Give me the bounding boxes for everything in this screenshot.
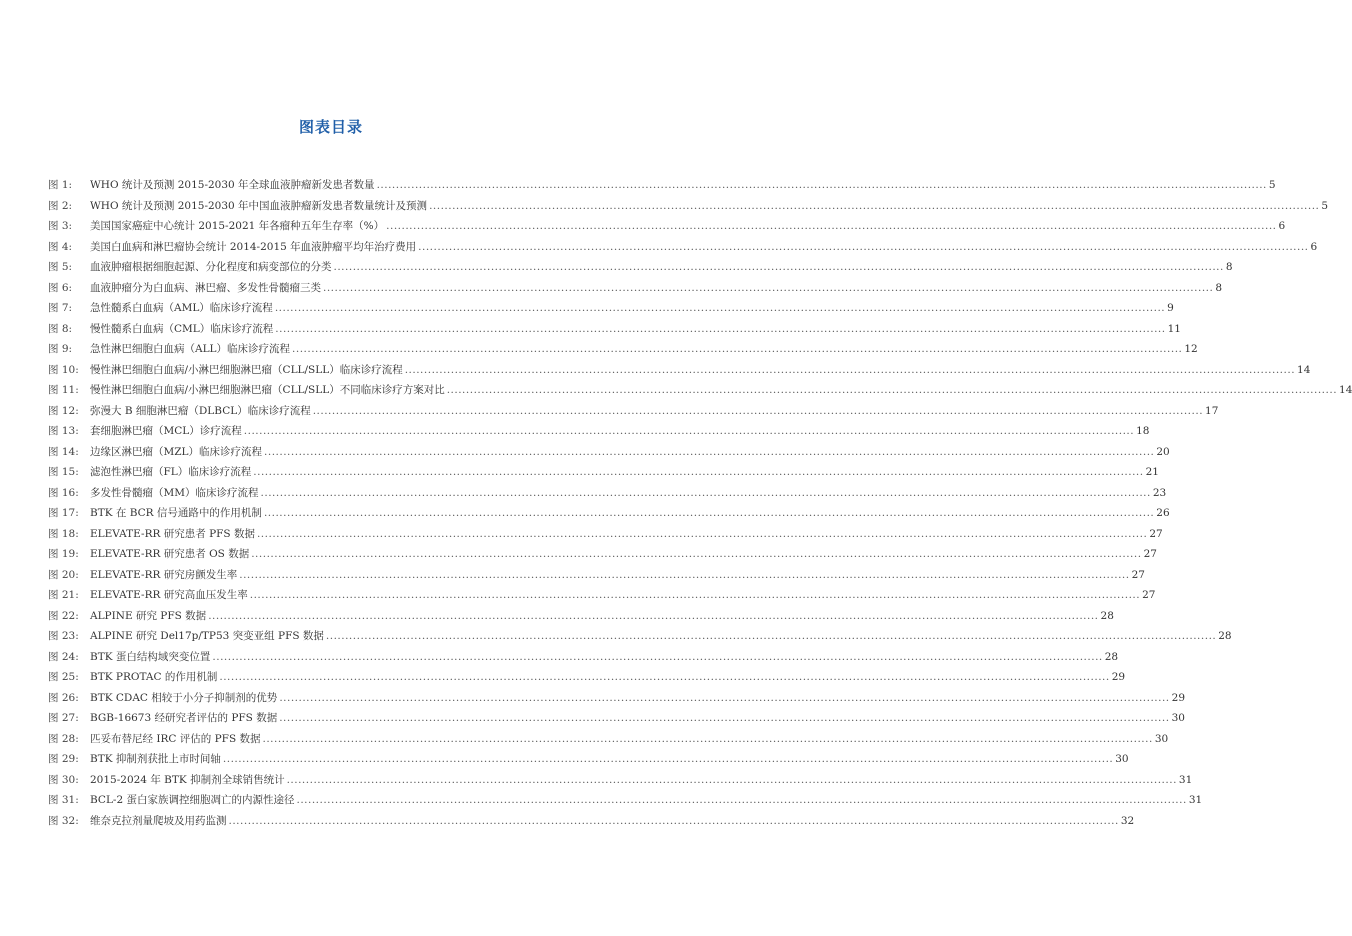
toc-entry[interactable]: [48, 483, 1167, 504]
figure-number: 图 17:: [48, 507, 79, 519]
figure-number: 图 11:: [48, 384, 79, 396]
figure-title: ELEVATE-RR 研究高血压发生率: [90, 589, 248, 601]
toc-entry[interactable]: [48, 524, 1163, 545]
page-number: 29: [1171, 691, 1186, 704]
page-number: 31: [1178, 773, 1193, 786]
figure-number: 图 24:: [48, 650, 79, 663]
dot-leader: [313, 401, 1203, 422]
page-number: 14: [1339, 384, 1352, 396]
page-number: 5: [1268, 179, 1276, 191]
figure-number: 图 27:: [48, 712, 79, 724]
toc-entry[interactable]: [48, 360, 1311, 381]
toc-entry[interactable]: [48, 585, 1156, 606]
figure-number: 图 9:: [48, 343, 73, 355]
page-number: 30: [1154, 732, 1169, 745]
page-number: 30: [1171, 712, 1185, 724]
figure-number: 图 28:: [48, 732, 79, 745]
page-number: 8: [1215, 281, 1223, 294]
figure-number: 图 12:: [48, 404, 79, 417]
figure-number: 图 22:: [48, 609, 79, 622]
page-number: 29: [1111, 671, 1126, 683]
figure-title: 2015-2024 年 BTK 抑制剂全球销售统计: [90, 773, 285, 786]
figure-title: 美国白血病和淋巴瘤协会统计 2014-2015 年血液肿瘤平均年治疗费用: [90, 240, 417, 253]
figure-title: ALPINE 研究 Del17p/TP53 突变亚组 PFS 数据: [90, 630, 324, 642]
toc-entry[interactable]: [48, 626, 1232, 647]
figure-number: 图 18:: [48, 527, 79, 540]
toc-entry[interactable]: [48, 708, 1185, 729]
figure-title: ELEVATE-RR 研究患者 PFS 数据: [90, 527, 255, 540]
figure-title: 急性淋巴细胞白血病（ALL）临床诊疗流程: [90, 343, 291, 355]
figure-number: 图 13:: [48, 425, 79, 437]
dot-leader: [334, 257, 1224, 278]
toc-entry[interactable]: [48, 544, 1157, 565]
figure-number: 图 2:: [48, 199, 73, 212]
figure-number: 图 15:: [48, 466, 79, 478]
figure-title: 慢性淋巴细胞白血病/小淋巴细胞淋巴瘤（CLL/SLL）临床诊疗流程: [90, 363, 403, 376]
page-number: 27: [1131, 568, 1145, 581]
figure-title: 弥漫大 B 细胞淋巴瘤（DLBCL）临床诊疗流程: [90, 404, 311, 417]
toc-entry[interactable]: [48, 790, 1203, 811]
page-number: 30: [1115, 753, 1129, 765]
dot-leader: [264, 442, 1154, 463]
figure-number: 图 29:: [48, 753, 79, 765]
toc-entry[interactable]: [48, 442, 1170, 463]
toc-entry[interactable]: [48, 380, 1352, 401]
page-number: 8: [1225, 261, 1233, 273]
figure-title: 血液肿瘤分为白血病、淋巴瘤、多发性骨髓瘤三类: [90, 281, 321, 294]
figure-number: 图 8:: [48, 322, 73, 335]
dot-leader: [212, 647, 1102, 668]
page-number: 31: [1188, 794, 1203, 806]
dot-leader: [296, 790, 1186, 811]
page-number: 11: [1167, 322, 1181, 335]
dot-leader: [219, 667, 1109, 688]
figure-number: 图 31:: [48, 794, 79, 806]
toc-entry[interactable]: [48, 729, 1169, 750]
page-number: 27: [1149, 527, 1163, 540]
figure-title: ALPINE 研究 PFS 数据: [90, 609, 207, 622]
dot-leader: [292, 339, 1182, 360]
figure-title: 多发性骨髓瘤（MM）临床诊疗流程: [90, 486, 259, 499]
figure-number: 图 32:: [48, 814, 79, 827]
dot-leader: [275, 319, 1165, 340]
page-number: 28: [1104, 650, 1119, 663]
page-number: 23: [1152, 486, 1167, 499]
figure-title: BTK CDAC 相较于小分子抑制剂的优势: [90, 691, 278, 704]
figure-title: BTK 抑制剂获批上市时间轴: [90, 753, 221, 765]
dot-leader: [429, 196, 1319, 217]
figure-title: 慢性髓系白血病（CML）临床诊疗流程: [90, 322, 274, 335]
figure-title: 慢性淋巴细胞白血病/小淋巴细胞淋巴瘤（CLL/SLL）不同临床诊疗方案对比: [90, 384, 445, 396]
toc-entry[interactable]: [48, 237, 1318, 258]
page-number: 6: [1278, 220, 1286, 232]
toc-entry[interactable]: [48, 811, 1135, 832]
figure-title: 套细胞淋巴瘤（MCL）诊疗流程: [90, 425, 242, 437]
toc-entry[interactable]: [48, 401, 1219, 422]
dot-leader: [257, 524, 1147, 545]
page-title: 图表目录: [298, 118, 363, 136]
toc-entry[interactable]: [48, 565, 1145, 586]
figure-number: 图 5:: [48, 261, 73, 273]
dot-leader: [250, 585, 1140, 606]
figure-title: 美国国家癌症中心统计 2015-2021 年各瘤种五年生存率（%）: [90, 220, 385, 232]
figure-title: 血液肿瘤根据细胞起源、分化程度和病变部位的分类: [90, 261, 332, 273]
toc-entry[interactable]: [48, 770, 1193, 791]
page-number: 26: [1156, 507, 1170, 519]
page-number: 18: [1136, 425, 1150, 437]
figure-number: 图 20:: [48, 568, 79, 581]
figure-number: 图 30:: [48, 773, 79, 786]
figure-title: 滤泡性淋巴瘤（FL）临床诊疗流程: [90, 466, 252, 478]
figure-number: 图 14:: [48, 445, 79, 458]
dot-leader: [377, 175, 1267, 196]
figure-number: 图 23:: [48, 630, 79, 642]
table-of-figures: [48, 175, 1352, 831]
toc-entry[interactable]: [48, 196, 1329, 217]
figure-title: 匹妥布替尼经 IRC 评估的 PFS 数据: [90, 732, 261, 745]
toc-entry[interactable]: [48, 319, 1181, 340]
toc-entry[interactable]: [48, 298, 1174, 319]
dot-leader: [229, 811, 1119, 832]
dot-leader: [326, 626, 1216, 647]
figure-number: 图 6:: [48, 281, 73, 294]
figure-title: BCL-2 蛋白家族调控细胞凋亡的内源性途径: [90, 794, 295, 806]
page-number: 6: [1310, 240, 1318, 253]
dot-leader: [251, 544, 1141, 565]
toc-entry[interactable]: [48, 339, 1198, 360]
toc-entry[interactable]: [48, 749, 1129, 770]
figure-number: 图 3:: [48, 220, 73, 232]
dot-leader: [418, 237, 1308, 258]
figure-title: 急性髓系白血病（AML）临床诊疗流程: [90, 302, 273, 314]
dot-leader: [279, 708, 1169, 729]
dot-leader: [386, 216, 1276, 237]
toc-entry[interactable]: [48, 421, 1150, 442]
figure-number: 图 26:: [48, 691, 79, 704]
page-number: 12: [1184, 343, 1198, 355]
dot-leader: [447, 380, 1337, 401]
figure-title: ELEVATE-RR 研究患者 OS 数据: [90, 548, 250, 560]
dot-leader: [239, 565, 1129, 586]
dot-leader: [208, 606, 1098, 627]
dot-leader: [262, 729, 1152, 750]
figure-number: 图 10:: [48, 363, 79, 376]
figure-number: 图 7:: [48, 302, 73, 314]
dot-leader: [275, 298, 1165, 319]
dot-leader: [261, 483, 1151, 504]
page-number: 28: [1218, 630, 1232, 642]
figure-title: BGB-16673 经研究者评估的 PFS 数据: [90, 712, 278, 724]
toc-entry[interactable]: [48, 667, 1126, 688]
toc-entry[interactable]: [48, 606, 1114, 627]
figure-title: 维奈克拉剂量爬坡及用药监测: [90, 814, 227, 827]
figure-number: 图 19:: [48, 548, 79, 560]
toc-entry[interactable]: [48, 647, 1119, 668]
figure-title: ELEVATE-RR 研究房颤发生率: [90, 568, 238, 581]
figure-title: WHO 统计及预测 2015-2030 年全球血液肿瘤新发患者数量: [90, 179, 375, 191]
page-number: 5: [1321, 199, 1329, 212]
toc-entry[interactable]: [48, 257, 1233, 278]
dot-leader: [253, 462, 1143, 483]
dot-leader: [323, 278, 1213, 299]
toc-entry[interactable]: [48, 503, 1170, 524]
figure-title: BTK PROTAC 的作用机制: [90, 671, 218, 683]
figure-number: 图 16:: [48, 486, 79, 499]
page-number: 14: [1297, 363, 1311, 376]
toc-entry[interactable]: [48, 278, 1223, 299]
figure-title: WHO 统计及预测 2015-2030 年中国血液肿瘤新发患者数量统计及预测: [90, 199, 428, 212]
figure-title: BTK 在 BCR 信号通路中的作用机制: [90, 507, 262, 519]
page-number: 9: [1167, 302, 1174, 314]
page-number: 27: [1142, 589, 1156, 601]
figure-number: 图 21:: [48, 589, 79, 601]
dot-leader: [223, 749, 1113, 770]
figure-number: 图 25:: [48, 671, 79, 683]
dot-leader: [287, 770, 1177, 791]
dot-leader: [244, 421, 1134, 442]
page-number: 17: [1205, 404, 1219, 417]
figure-title: BTK 蛋白结构域突变位置: [90, 650, 211, 663]
page-number: 21: [1145, 466, 1159, 478]
page-number: 32: [1120, 814, 1135, 827]
page-number: 20: [1156, 445, 1170, 458]
page-number: 28: [1100, 609, 1114, 622]
dot-leader: [264, 503, 1154, 524]
page-number: 27: [1143, 548, 1157, 560]
toc-entry[interactable]: [48, 462, 1159, 483]
figure-title: 边缘区淋巴瘤（MZL）临床诊疗流程: [90, 445, 263, 458]
toc-entry[interactable]: [48, 175, 1276, 196]
figure-number: 图 4:: [48, 240, 73, 253]
figure-number: 图 1:: [48, 179, 73, 191]
dot-leader: [279, 688, 1169, 709]
toc-entry[interactable]: [48, 688, 1186, 709]
toc-entry[interactable]: [48, 216, 1286, 237]
dot-leader: [405, 360, 1295, 381]
